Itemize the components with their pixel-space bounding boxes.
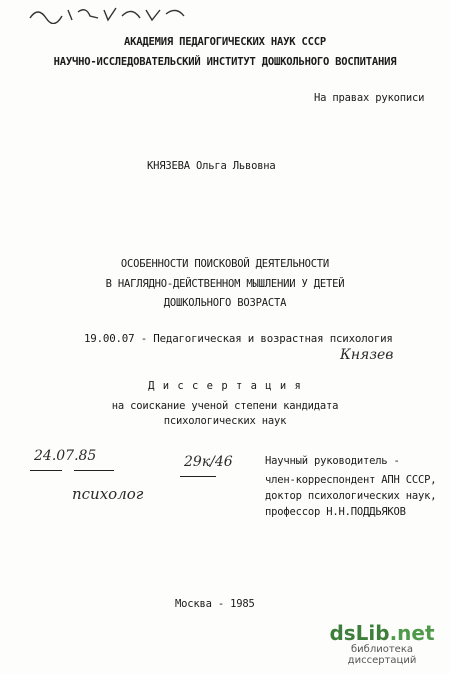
- stamp-subject: психолог: [72, 485, 144, 503]
- watermark-logo: [322, 622, 442, 644]
- watermark-tagline: библиотека диссертаций: [347, 644, 417, 666]
- dissertation-degree-line-2: психологических наук: [163, 415, 287, 427]
- stamp-underline-1: [30, 470, 62, 471]
- stamp-date: 24.07.85: [34, 448, 97, 464]
- author-name: КНЯЗЕВА Ольга Львовна: [147, 160, 276, 172]
- institute-name: НАУЧНО-ИССЛЕДОВАТЕЛЬСКИЙ ИНСТИТУТ ДОШКОЛЬНОГО ВОСПИТАНИЯ: [53, 56, 397, 68]
- stamp-underline-2: [74, 470, 114, 471]
- title-line-2: В НАГЛЯДНО-ДЕЙСТВЕННОМ МЫШЛЕНИИ У ДЕТЕЙ: [105, 278, 345, 290]
- watermark-logo-suffix: .net: [389, 621, 435, 645]
- city-year: Москва - 1985: [175, 598, 255, 610]
- supervisor-line-2: член-корреспондент АПН СССР,: [265, 474, 437, 486]
- signature: Князев: [340, 347, 394, 363]
- specialty: 19.00.07 - Педагогическая и возрастная психология: [84, 332, 393, 345]
- supervisor-line-3: доктор психологических наук,: [265, 490, 437, 502]
- stamp-code: 29к/46: [184, 454, 233, 470]
- stamp-underline-3: [180, 476, 216, 477]
- dissertation-label: Д и с с е р т а ц и я: [148, 380, 302, 392]
- academy-name: АКАДЕМИЯ ПЕДАГОГИЧЕСКИХ НАУК СССР: [123, 36, 326, 48]
- manuscript-note: На правах рукописи: [314, 92, 425, 104]
- title-line-3: ДОШКОЛЬНОГО ВОЗРАСТА: [163, 297, 287, 309]
- supervisor-line-4: профессор Н.Н.ПОДДЬЯКОВ: [265, 506, 406, 518]
- title-line-1: ОСОБЕННОСТИ ПОИСКОВОЙ ДЕЯТЕЛЬНОСТИ: [120, 258, 330, 270]
- watermark-logo-main: dsLib: [329, 621, 390, 645]
- dissertation-degree-line-1: на соискание ученой степени кандидата: [111, 400, 339, 412]
- watermark: [322, 622, 442, 666]
- supervisor-line-1: Научный руководитель -: [265, 455, 400, 467]
